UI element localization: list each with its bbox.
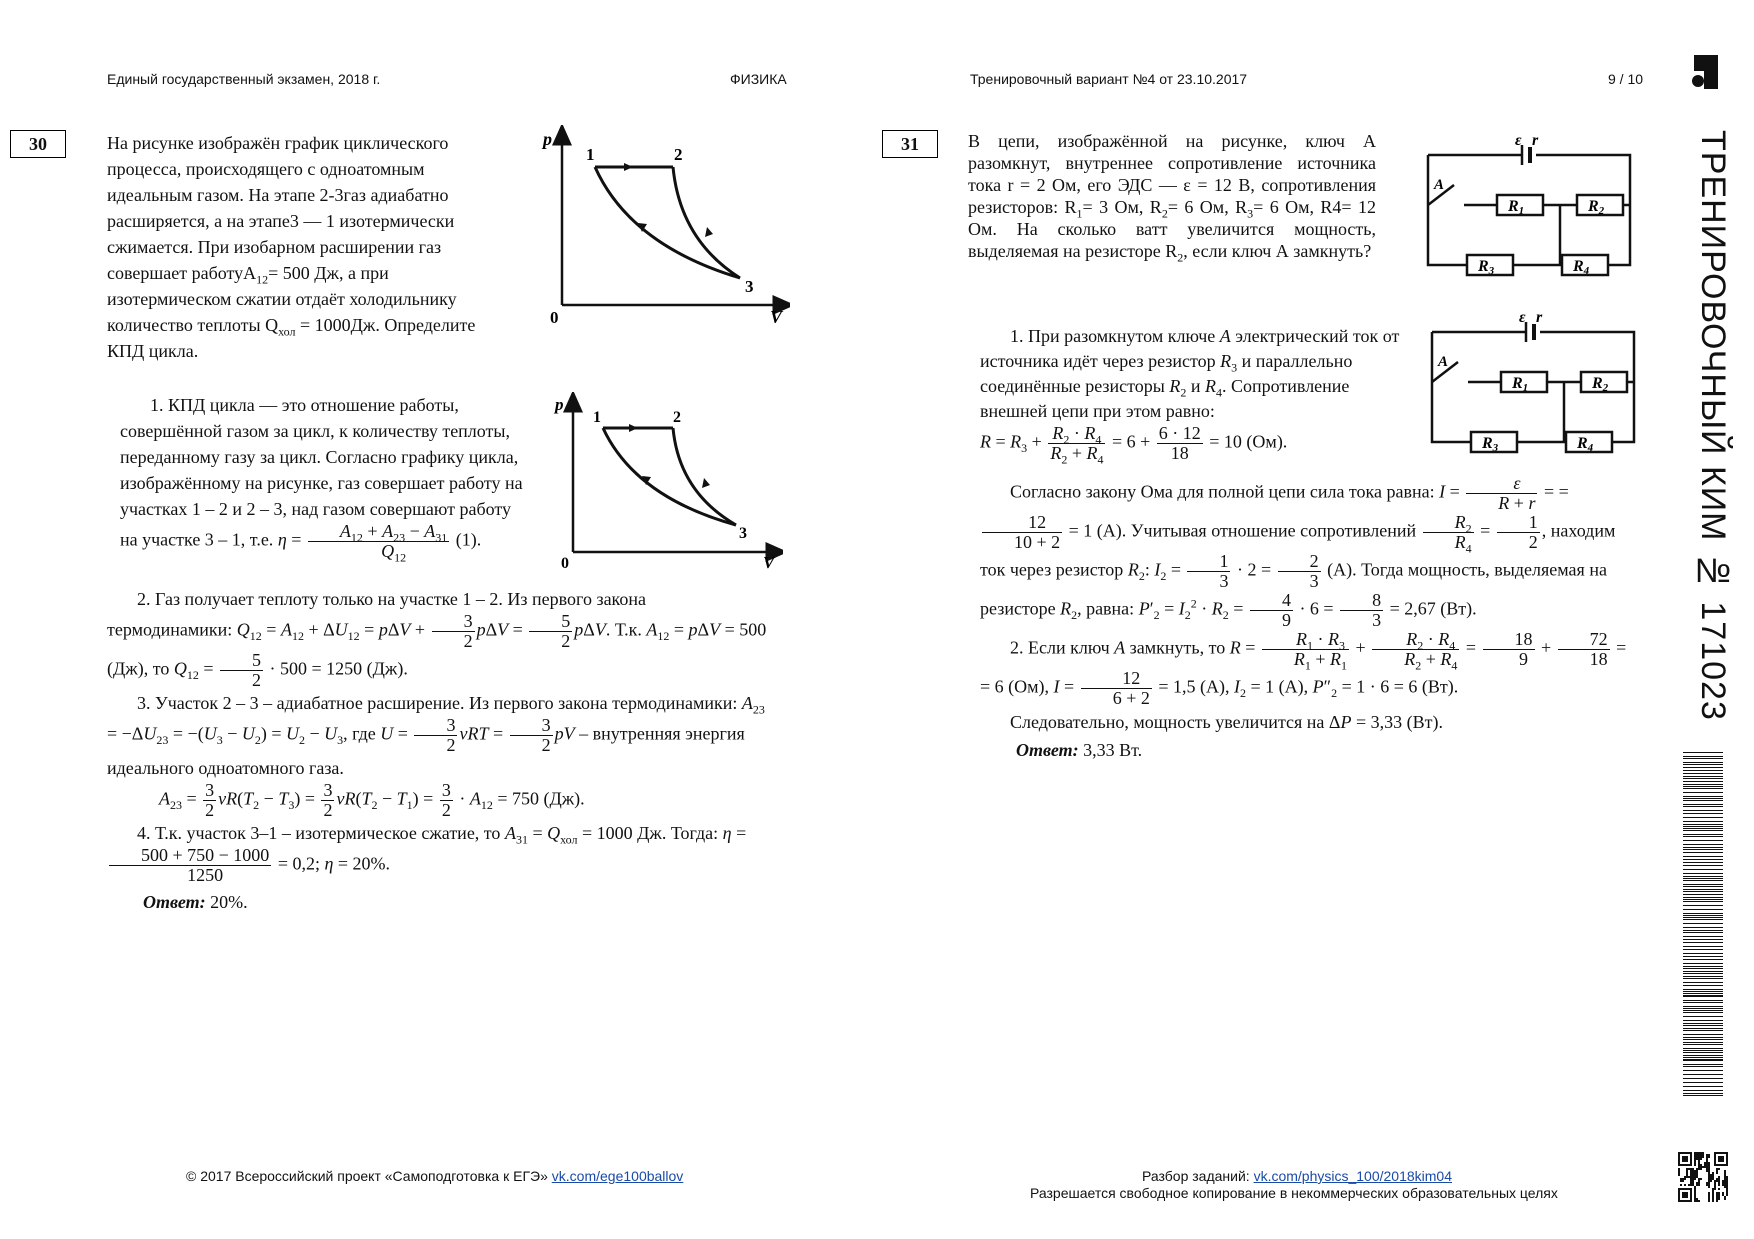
svg-text:R4: R4 [1573,258,1590,277]
svg-text:R3: R3 [1478,258,1495,277]
q31-solution-step2: Согласно закону Ома для полной цепи сила тока равна: I = $\frac{\varepsilon}{R + r}$ = = $\frac{12}{10 + 2}$ = 1 (А). Учитывая отношение сопротивлений $\frac{R_2}{R_4}$ = $\frac{1}{2}$ , находим ток через резистор $R_2$: $I_2$ = $\frac{1}{3}$ · 2 = $\frac{2}{3}$ (А). Тогда мощность, выделяемая на резисторе $R_2$, равна: $P'_2 = I_2^2 \cdot R_2$ = $\frac{4}{9}$ · 6 = $\frac{8}{3}$ = 2,67 (Вт). [980,473,1616,630]
emf-label: ε [1519,310,1526,326]
point-3-label: 3 [739,525,747,542]
r2-label: R [1588,198,1599,215]
question-number-30: 30 [10,130,66,158]
svg-text:R2: R2 [1592,375,1609,394]
point-1-label: 1 [586,145,595,164]
q31-solution-step1: 1. При разомкнутом ключе A электрический ток от источника идёт через резистор $R_3$ и параллельно соединённые резисторы $R_2$ и $R_4$. Сопротивление внешней цепи при этом равно: [980,326,1400,421]
svg-text:R2: R2 [1588,198,1605,217]
r3-label: R [1478,258,1489,275]
q31-circuit-diagram [1420,133,1638,278]
footer-copyright-note: Разрешается свободное копирование в некоммерческих образовательных целях [1030,1185,1558,1201]
q30-answer: Ответ: 20%. [143,892,248,912]
page-number: 9 / 10 [1608,71,1644,87]
q30-solution-step3-formula: $A_{23}$ = $\frac{3}{2}$ $\nu R(T_2 - T_3)$ = $\frac{3}{2}$ $\nu R(T_2 - T_1)$ = $\frac{3}{2}$ · $A_{12} = 750$ (Дж). [159,780,585,820]
q30-solution-step2: 2. Газ получает теплоту только на участке 1 – 2. Из первого закона термодинамики: $Q_{12} = A_{12} + \Delta U_{12} = p\Delta V$ + $\frac{3}{2}$ pΔV = $\frac{5}{2}$ pΔV. Т.к. $A_{12} = p\Delta V = 500$ (Дж), то $Q_{12}$ = $\frac{5}{2}$ · 500 = 1250 (Дж). [107,589,767,690]
qr-code-icon [1678,1152,1728,1202]
axis-v-label: V [763,553,775,572]
r4-label: R [1577,435,1588,452]
origin-label: 0 [561,555,569,572]
q31-circuit-diagram-solution [1424,310,1642,455]
variant-title: Тренировочный вариант №4 от 23.10.2017 [970,71,1248,87]
point-2-label: 2 [674,145,683,164]
r1-label: R [1508,198,1519,215]
r4-label: R [1573,258,1584,275]
point-1-label: 1 [593,409,601,426]
q30-solution-step1: 1. КПД цикла — это отношение работы, совершённой газом за цикл, к количеству теплоты, переданному газу за цикл. Согласно графику цикла, изображённому на рисунке, газ совершает работу на участках 1 – 2 и 2 – 3, над газом совершают работу на участке 3 – 1, т.е. η = $\frac{A_{12} + A_{23} - A_{31}}{Q_{12}}$ (1). [120,395,523,565]
footer-left: © 2017 Всероссийский проект «Самоподготовка к ЕГЭ» vk.com/ege100ballov [186,1168,684,1184]
svg-text:R1: R1 [1512,375,1529,394]
svg-text:R1: R1 [1508,198,1525,217]
q30-pv-graph-solution [553,392,783,572]
q30-pv-graph [540,125,790,325]
footer-right: Разбор заданий: vk.com/physics_100/2018kim04 [1142,1168,1452,1184]
axis-p-label: p [555,395,564,414]
q30-solution-step3: 3. Участок 2 – 3 – адиабатное расширение. Из первого закона термодинамики: $A_{23} = -\Delta U_{23} = -(U_3 - U_2) = U_2 - U_3$, где U = $\frac{3}{2}$ νRT = $\frac{3}{2}$ pV – внутренняя энергия идеального одноатомного газа. [107,693,765,778]
barcode-icon [1683,752,1725,1102]
axis-v-label: V [770,307,783,325]
r1-label: R [1512,375,1523,392]
q31-solution-rest [980,474,1640,764]
footer-right-link[interactable]: vk.com/physics_100/2018kim04 [1253,1168,1452,1184]
exam-title: Единый государственный экзамен, 2018 г. [107,71,381,87]
r2-label: R [1592,375,1603,392]
q30-text: На рисунке изображён график циклического процесса, происходящего с одноатомным идеальным газом. На этапе 2-3газ адиабатно расширяется, а на этапе3 — 1 изотермически сжимается. При изобарном расширении газ совершает работуA$_{12}$= 500 Дж, а при изотермическом сжатии отдаёт холодильнику количество теплоты $Q_{хол} = 1000Дж$. Определите КПД цикла. [107,133,476,361]
q31-solution-step3: 2. Если ключ A замкнуть, то R = $\frac{R_1 \cdot R_3}{R_1 + R_1}$ + $\frac{R_2 \cdot R_4}{R_2 + R_4}$ = $\frac{18}{9}$ + $\frac{72}{18}$ = = 6 (Ом), I = $\frac{12}{6 + 2}$ = 1,5 (А), $I_2 = 1$ (А), $P''_2 = 1 \cdot 6 = 6$ (Вт). [980,629,1627,708]
q31-solution-step4: Следовательно, мощность увеличится на ΔP = 3,33 (Вт). [1010,712,1444,732]
internal-resistance-label: r [1532,133,1539,149]
emf-label: ε [1515,133,1522,149]
origin-label: 0 [550,308,559,325]
key-label: A [1438,354,1449,370]
point-2-label: 2 [673,409,681,426]
svg-text:R3: R3 [1482,435,1499,454]
point-3-label: 3 [745,277,754,296]
subject-title: ФИЗИКА [730,71,787,87]
q31-solution-step1-formula: $R = R_3$ + $\frac{R_2 \cdot R_4}{R_2 + R_4}$ = 6 + $\frac{6 \cdot 12}{18}$ = 10 (Ом). [980,423,1288,467]
corner-marker-icon [1690,55,1718,89]
side-title: ТРЕНИРОВОЧНЫЙ КИМ № 171023 [1694,130,1732,721]
question-number-31: 31 [882,130,938,158]
r3-label: R [1482,435,1493,452]
q30-solution-rest [107,586,775,915]
svg-text:R4: R4 [1577,435,1594,454]
internal-resistance-label: r [1536,310,1543,326]
q31-text: В цепи, изображённой на рисунке, ключ А разомкнут, внутреннее сопротивление источника тока r = 2 Ом, его ЭДС — ε = 12 В, сопротивления резисторов: $R_1= 3$ Ом, $R_2= 6$ Ом, $R_3= 6$ Ом, R4= 12 Ом. На сколько ватт увеличится мощность, выделяемая на резисторе $R_2$, если ключ А замкнуть? [968,131,1377,265]
footer-left-link[interactable]: vk.com/ege100ballov [551,1168,684,1184]
q30-solution-step4: 4. Т.к. участок 3–1 – изотермическое сжатие, то $A_{31} = Q_{хол} = 1000$ Дж. Тогда: η = $\frac{500 + 750 - 1000}{1250}$ = 0,2; η = 20%. [107,820,775,885]
q31-answer: Ответ: 3,33 Вт. [1016,740,1143,760]
axis-p-label: p [543,129,552,149]
key-label: A [1434,177,1445,193]
